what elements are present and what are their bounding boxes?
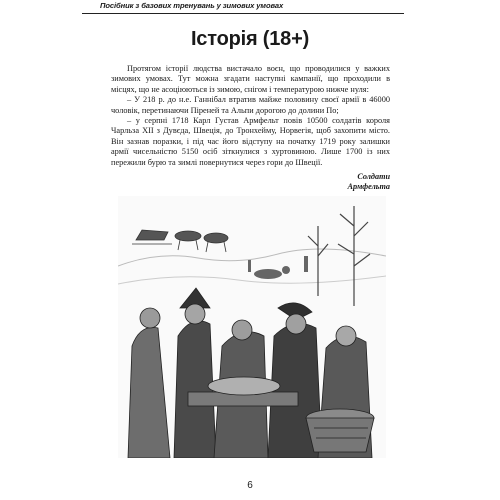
caption-line: Солдати	[357, 172, 390, 181]
caption-line: Армфельта	[347, 182, 390, 191]
soldiers-illustration	[118, 196, 386, 458]
hannibal-paragraph: – У 218 р. до н.е. Ганнібал втратив майже половину своєї армії в 46000 чоловік, перетинаючи Піреней та Альпи дорогою до долини По;	[111, 95, 390, 115]
basket	[306, 409, 374, 452]
armfeldt-paragraph: – у серпні 1718 Карл Густав Армфельт повів 10500 солдатів короля Чарльза XII з Дувєда, Швеція, до Тронхейму, Норвегія, щоб захопити місто. Він зазнав поразки, і під час його відступу на початку 1719 року залишки армії чисельністю 5150 осіб зіткнулися з хуртовиною. Лише 1700 із них пережили бурю та зимлі повернутися через гори до Швеції.	[111, 116, 390, 167]
page-title: Історія (18+)	[190, 28, 310, 50]
illustration-caption	[320, 172, 390, 192]
intro-paragraph: Протягом історії людства вистачало воєн, що проводилися у важких зимових умовах. Тут можна згадати наступні кампанії, що проходили в місцях, що не асоціюються із зимою, снігом і температурою нижче нуля:	[111, 64, 390, 94]
page-number: 6	[247, 480, 253, 491]
body-text	[111, 64, 390, 168]
running-header	[82, 0, 404, 14]
running-header-title: Посібник з базових тренувань у зимових умовах	[100, 1, 284, 10]
